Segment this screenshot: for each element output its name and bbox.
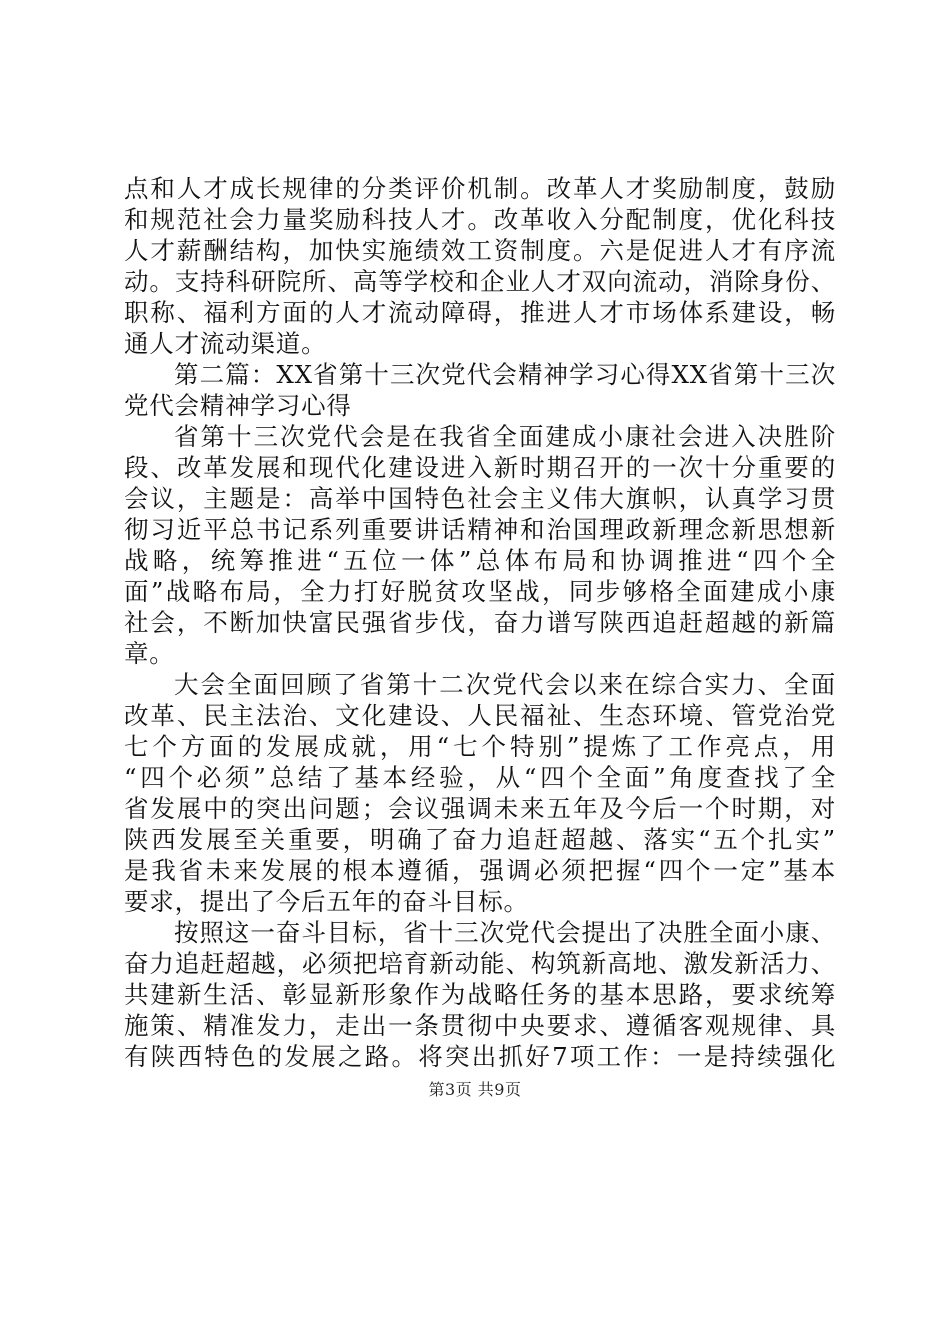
body-text-line: 会议，主题是：高举中国特色社会主义伟大旗帜，认真学习贯: [124, 484, 836, 513]
body-text-line: 面”战略布局，全力打好脱贫攻坚战，同步够格全面建成小康: [124, 577, 836, 606]
section-heading-line: 第二篇：XX省第十三次党代会精神学习心得XX省第十三次: [174, 360, 836, 389]
paragraph-first-line: 省第十三次党代会是在我省全面建成小康社会进入决胜阶: [174, 422, 836, 451]
body-text-line: 陕西发展至关重要，明确了奋力追赶超越、落实“五个扎实”: [124, 825, 836, 854]
paragraph-first-line: 按照这一奋斗目标，省十三次党代会提出了决胜全面小康、: [174, 918, 836, 947]
body-text-line: 是我省未来发展的根本遵循，强调必须把握“四个一定”基本: [124, 856, 836, 885]
body-text-line: 战略，统筹推进“五位一体”总体布局和协调推进“四个全: [124, 546, 836, 575]
body-text-line: 奋力追赶超越，必须把培育新动能、构筑新高地、激发新活力、: [124, 949, 836, 978]
body-text-line: 和规范社会力量奖励科技人才。改革收入分配制度，优化科技: [124, 205, 836, 234]
body-text-line: 有陕西特色的发展之路。将突出抓好7项工作：一是持续强化: [124, 1042, 836, 1071]
body-text-line: 彻习近平总书记系列重要讲话精神和治国理政新理念新思想新: [124, 515, 836, 544]
body-text-line: 段、改革发展和现代化建设进入新时期召开的一次十分重要的: [124, 453, 836, 482]
body-text-line: 人才薪酬结构，加快实施绩效工资制度。六是促进人才有序流: [124, 236, 836, 265]
body-text-line: 社会，不断加快富民强省步伐，奋力谱写陕西追赶超越的新篇: [124, 608, 836, 637]
body-text-line: 职称、福利方面的人才流动障碍，推进人才市场体系建设，畅: [124, 298, 836, 327]
paragraph-first-line: 大会全面回顾了省第十二次党代会以来在综合实力、全面: [174, 670, 836, 699]
body-text-line: 通人才流动渠道。: [124, 329, 327, 358]
body-text-line: 七个方面的发展成就，用“七个特别”提炼了工作亮点，用: [124, 732, 836, 761]
body-text-line: “四个必须”总结了基本经验，从“四个全面”角度查找了全: [124, 763, 836, 792]
page-number-footer: 第3页 共9页: [428, 1080, 522, 1099]
section-heading-line: 党代会精神学习心得: [124, 391, 352, 420]
body-text-line: 章。: [124, 639, 175, 668]
body-text-line: 要求，提出了今后五年的奋斗目标。: [124, 887, 529, 916]
body-text-line: 点和人才成长规律的分类评价机制。改革人才奖励制度，鼓励: [124, 174, 836, 203]
body-text-line: 共建新生活、彰显新形象作为战略任务的基本思路，要求统筹: [124, 980, 836, 1009]
body-text-line: 省发展中的突出问题；会议强调未来五年及今后一个时期，对: [124, 794, 836, 823]
body-text-line: 施策、精准发力，走出一条贯彻中央要求、遵循客观规律、具: [124, 1011, 836, 1040]
body-text-line: 动。支持科研院所、高等学校和企业人才双向流动，消除身份、: [124, 267, 836, 296]
body-text-line: 改革、民主法治、文化建设、人民福祉、生态环境、管党治党: [124, 701, 836, 730]
